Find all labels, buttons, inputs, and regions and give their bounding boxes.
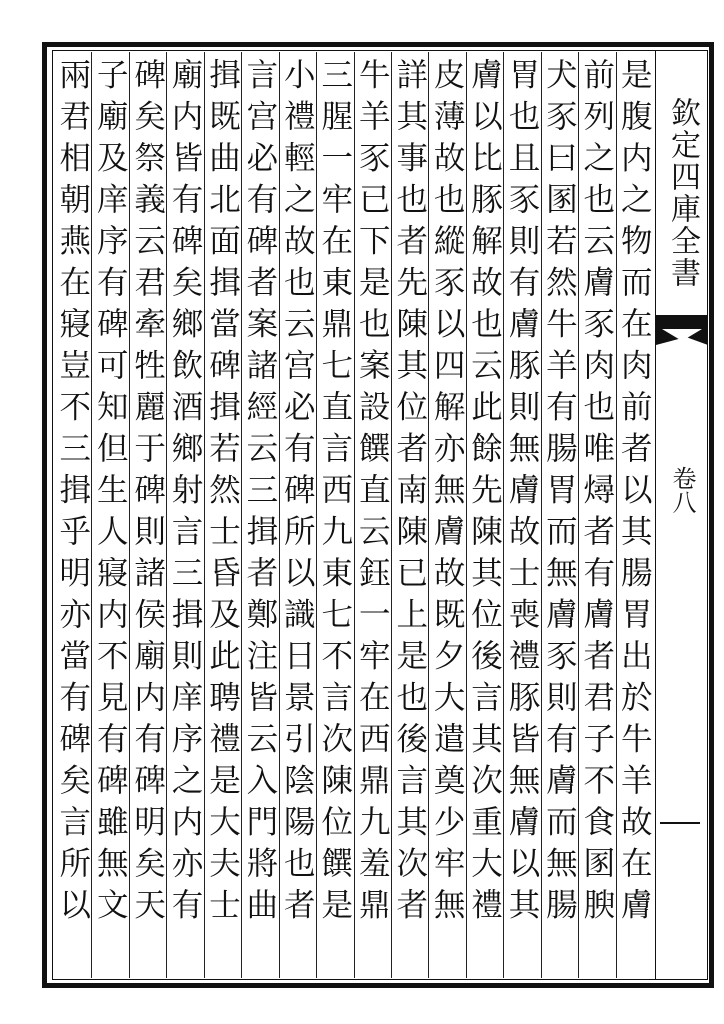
text-column: 前列之也云膚豕肉也唯燖者有膚者君子不食圂腴	[578, 58, 615, 930]
text-column: 揖既曲北面揖當碑揖若然士昏及此聘禮是大夫士	[204, 58, 241, 930]
text-column: 牛羊豕已下是也案設饌直云鈺一牢在西鼎九羞鼎	[354, 58, 391, 930]
text-column: 言宫必有碑者案諸經云三揖者鄭注皆云入門將曲	[241, 58, 278, 930]
text-column: 皮薄故也縱豕以四解亦無膚故既夕大遣奠少牢無	[429, 58, 466, 930]
text-column: 子廟及庠序有碑可知但生人寢内不見有碑雖無文	[92, 58, 129, 930]
column-rule	[354, 52, 355, 978]
book-title: 欽定四庫全書	[665, 96, 700, 289]
column-rule	[279, 52, 280, 978]
column-rule	[391, 52, 392, 978]
column-rule	[428, 52, 429, 978]
column-rule	[578, 52, 579, 978]
volume-label: 卷八	[668, 466, 696, 514]
column-rule	[616, 52, 617, 978]
column-rule	[166, 52, 167, 978]
column-rule	[241, 52, 242, 978]
column-rule	[316, 52, 317, 978]
text-column: 三腥一牢在東鼎七直言西九東七不言次陳位饌是	[316, 58, 353, 930]
column-rule	[204, 52, 205, 978]
column-rule	[129, 52, 130, 978]
margin-tick-mark	[660, 822, 700, 824]
text-column: 碑矣祭義云君牽牲麗于碑則諸侯廟内有碑明矣天	[129, 58, 166, 930]
column-rule	[466, 52, 467, 978]
fish-tail-ornament-icon	[656, 315, 708, 345]
text-column: 廟内皆有碑矣鄉飲酒鄉射言三揖則庠序之内亦有	[167, 58, 203, 930]
column-rule	[91, 52, 92, 978]
text-column: 犬豕曰圂若然牛羊有腸胃而無膚豕則有膚而無腸	[541, 58, 578, 930]
text-column: 兩君相朝燕在寢豈不三揖乎明亦當有碑矣言所以	[54, 58, 91, 930]
text-column: 胃也且豕則有膚豚則無膚故士喪禮豚皆無膚以其	[504, 58, 540, 930]
text-column: 詳其事也者先陳其位者南陳已上是也後言其次者	[391, 58, 428, 930]
column-rule	[503, 52, 504, 978]
text-column: 膚以比豚解故也云此餘先陳其位後言其次重大禮	[466, 58, 503, 930]
text-column: 小禮輕之故也云宫必有碑所以識日景引陰陽也者	[279, 58, 316, 930]
text-column: 是腹内之物而在肉前者以其腸胃出於牛羊故在膚	[616, 58, 653, 930]
column-rule	[541, 52, 542, 978]
